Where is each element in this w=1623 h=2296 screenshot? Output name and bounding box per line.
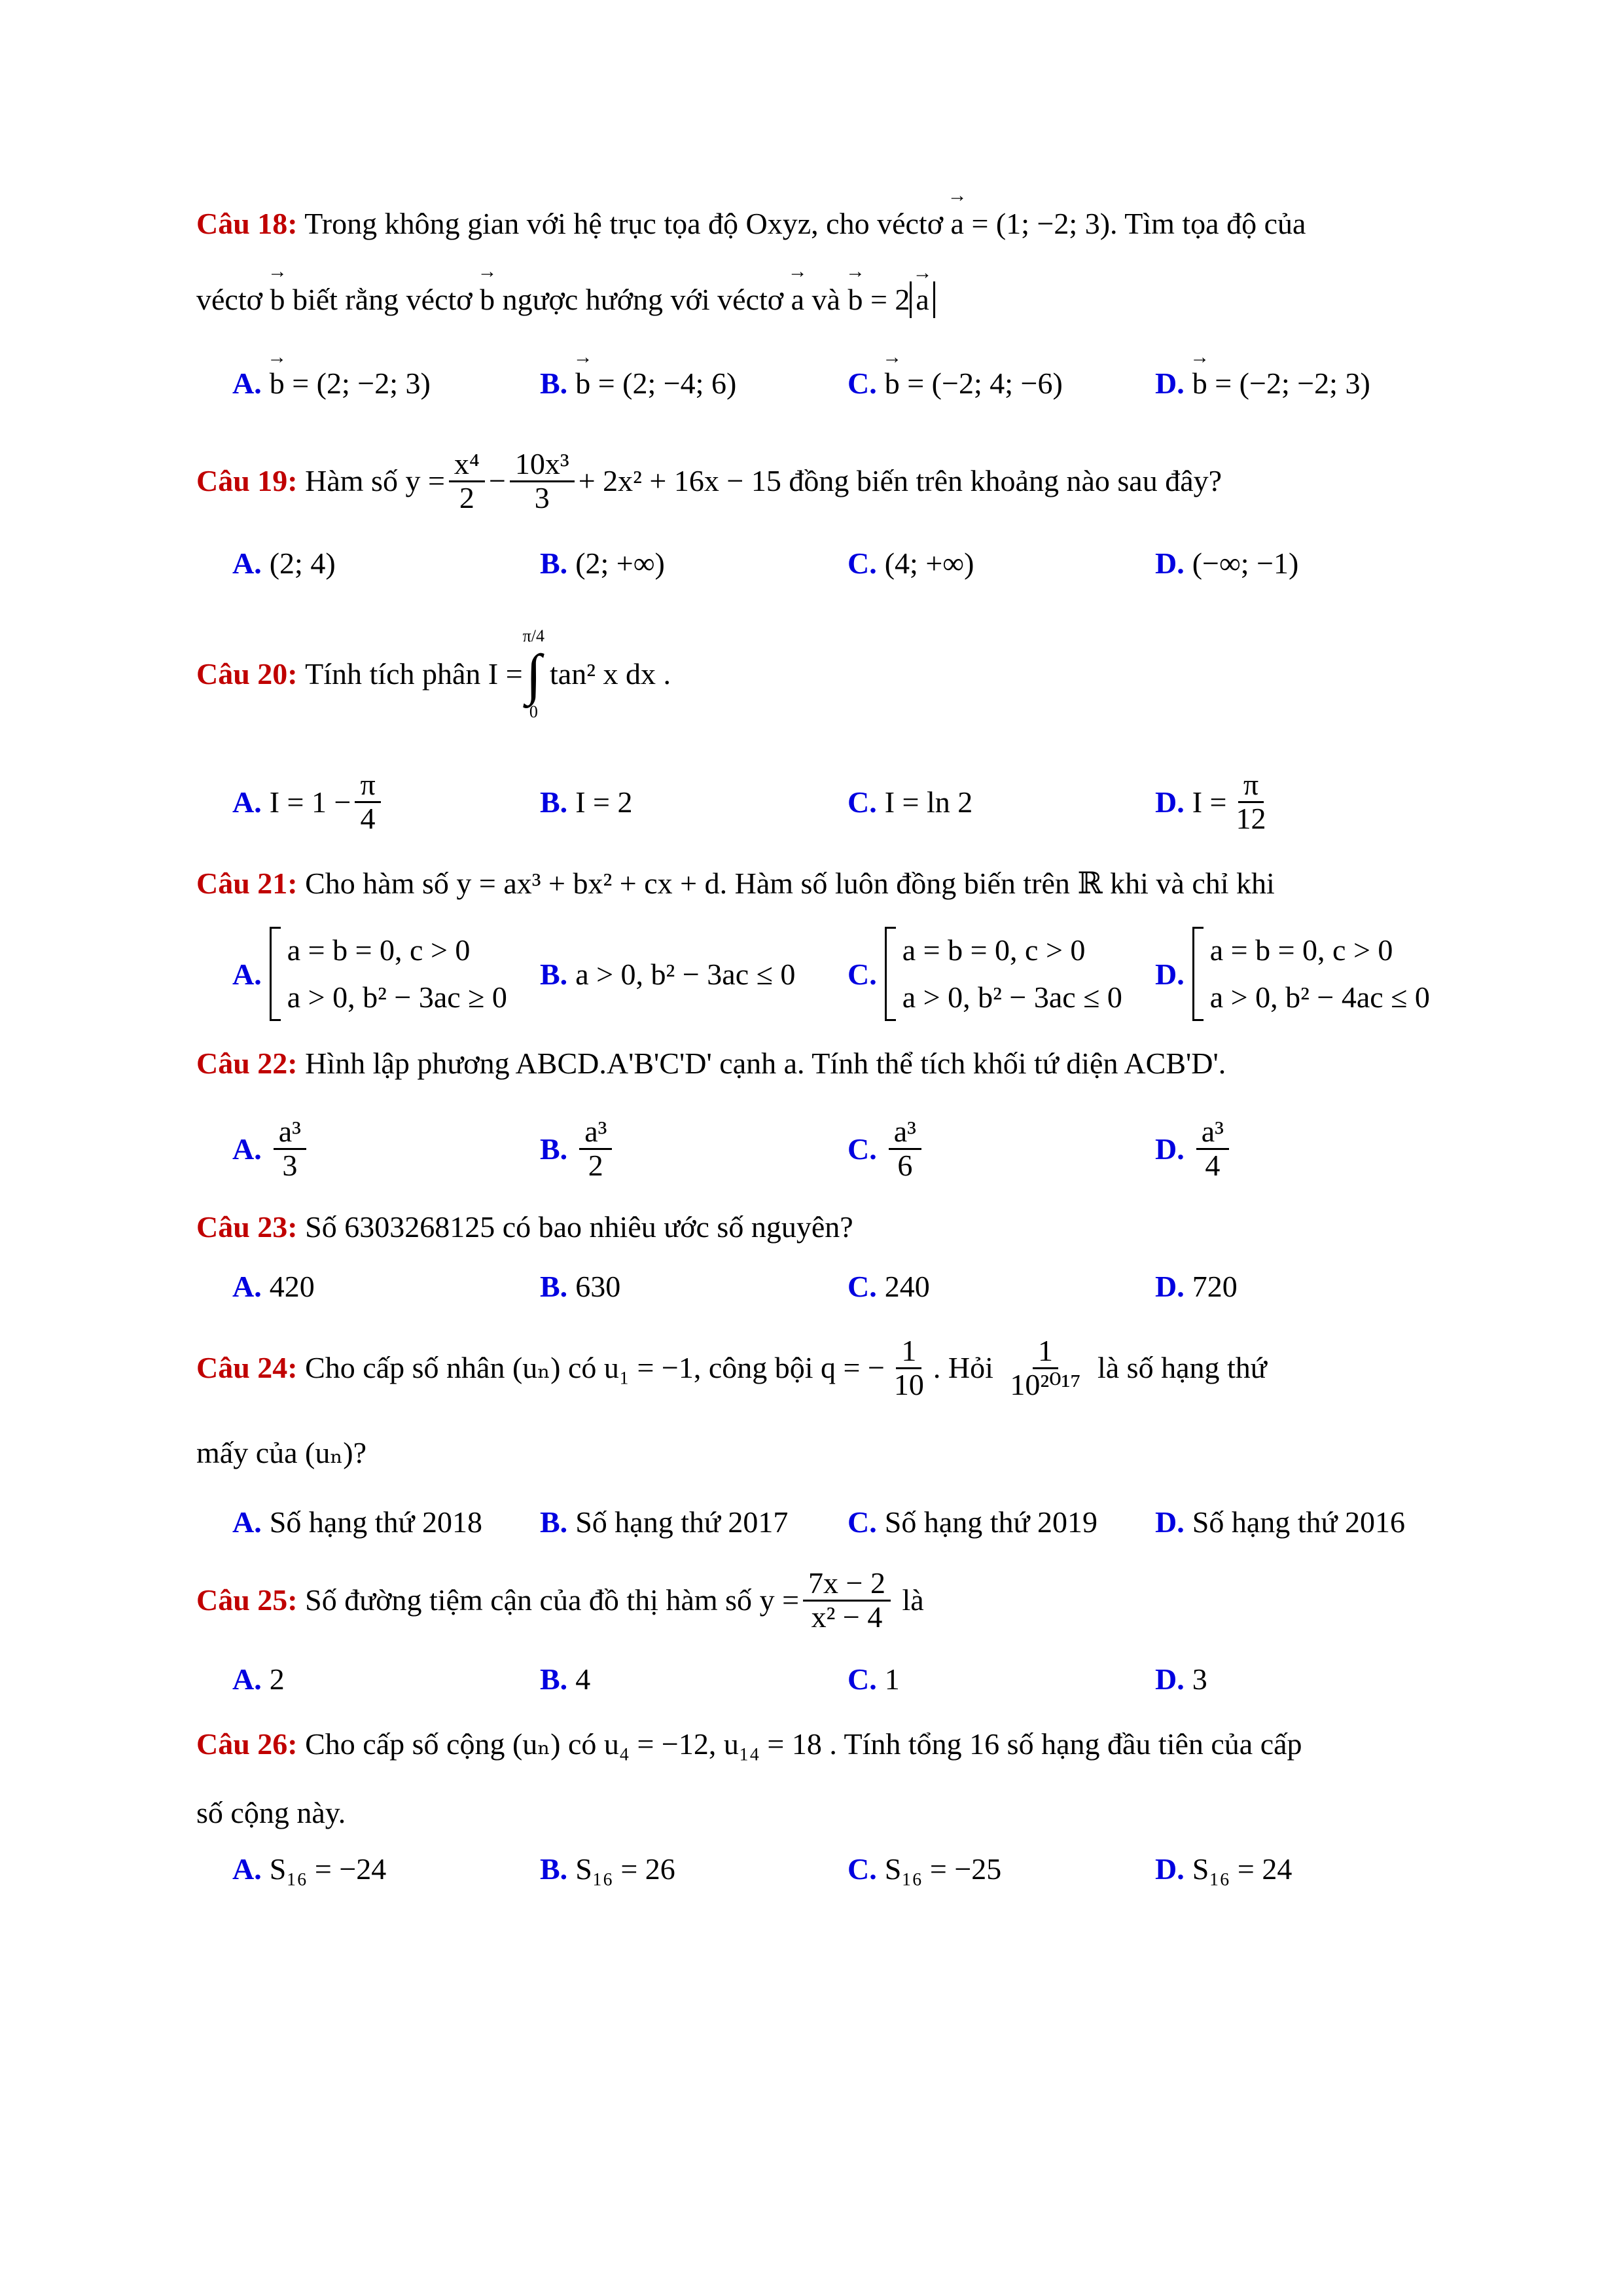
fraction: [449, 448, 485, 514]
operator: −: [488, 464, 506, 497]
condition-row: a > 0, b² − 3ac ≤ 0: [902, 980, 1122, 1014]
option-text: 3: [1192, 1662, 1207, 1696]
option-text: (−∞; −1): [1192, 546, 1299, 580]
option-label: A.: [232, 1662, 262, 1696]
option-c[interactable]: [847, 1496, 1097, 1548]
question-24-line2: [196, 1433, 1459, 1473]
option-label: A.: [232, 546, 262, 580]
question-22: [196, 1044, 1459, 1083]
vector-b: → b: [480, 280, 495, 319]
option-b[interactable]: [540, 922, 795, 1026]
integral-sign: ∫: [526, 643, 542, 706]
option-label: B.: [540, 1852, 568, 1886]
option-a[interactable]: [232, 1653, 285, 1705]
option-label: C.: [847, 785, 877, 819]
option-label: D.: [1155, 1132, 1185, 1166]
option-a[interactable]: [232, 1496, 482, 1548]
option-a[interactable]: [232, 766, 385, 838]
question-19: [196, 445, 1459, 517]
option-b[interactable]: [540, 537, 665, 589]
option-text: 420: [269, 1269, 315, 1303]
option-text: 2: [269, 1662, 285, 1696]
equation: I =: [488, 657, 523, 691]
question-text: Số 6303268125 có bao nhiêu ước số nguyên?: [305, 1210, 853, 1244]
option-label: D.: [1155, 785, 1185, 819]
option-b[interactable]: [540, 1653, 590, 1705]
integrand: tan² x dx .: [550, 657, 671, 691]
fraction: [803, 1568, 891, 1633]
question-text: Cho cấp số nhân (uₙ) có u₁ = −1, công bội q = −: [305, 1351, 885, 1384]
question-text: số cộng này.: [196, 1796, 346, 1829]
denominator: 2: [588, 1148, 603, 1182]
option-d[interactable]: [1155, 1496, 1405, 1548]
denominator: 4: [1205, 1148, 1221, 1182]
numerator: a³: [1196, 1116, 1229, 1149]
vector-b: → b: [847, 280, 863, 319]
option-text: a > 0, b² − 3ac ≤ 0: [575, 957, 796, 991]
option-text: 4: [575, 1662, 591, 1696]
denominator: 6: [897, 1148, 913, 1182]
option-text: Số hạng thứ 2018: [269, 1505, 482, 1539]
question-text: biết rằng véctơ: [292, 283, 473, 316]
option-label: D.: [1155, 1852, 1185, 1886]
question-20: [196, 615, 1459, 733]
fraction: [579, 1116, 612, 1181]
option-label: C.: [847, 1852, 877, 1886]
option-label: D.: [1155, 1269, 1185, 1303]
denominator: 3: [534, 480, 550, 514]
option-label: C.: [847, 546, 877, 580]
question-text: Hình lập phương ABCD.A'B'C'D' cạnh a. Tính thể tích khối tứ diện ACB'D'.: [305, 1047, 1226, 1080]
option-c[interactable]: [847, 1653, 900, 1705]
lower-limit: 0: [529, 702, 538, 721]
option-b[interactable]: [540, 1842, 675, 1895]
options-24: [0, 1496, 1623, 1548]
bracket: [1192, 927, 1204, 1021]
option-label: B.: [540, 1132, 568, 1166]
options-20: [0, 766, 1623, 838]
question-text: Hàm số: [305, 464, 398, 497]
fraction: [1005, 1335, 1086, 1401]
option-d[interactable]: [1155, 1109, 1233, 1188]
option-text: (2; 4): [269, 546, 336, 580]
question-text: Cho hàm số: [305, 867, 449, 900]
question-18-line2: [196, 280, 1459, 319]
question-text: đồng biến trên khoảng nào sau đây?: [789, 464, 1222, 497]
question-label: Câu 22:: [196, 1047, 298, 1080]
option-label: B.: [540, 785, 568, 819]
question-label: Câu 24:: [196, 1351, 298, 1384]
condition-row: a > 0, b² − 4ac ≤ 0: [1209, 980, 1430, 1014]
option-label: B.: [540, 957, 568, 991]
options-25: [0, 1653, 1623, 1705]
option-label: A.: [232, 1269, 262, 1303]
question-25: [196, 1561, 1459, 1640]
option-d[interactable]: [1155, 537, 1298, 589]
vector-b: → b: [575, 366, 590, 401]
question-text: Trong không gian với hệ trục tọa độ Oxyz, cho véctơ: [304, 207, 944, 240]
option-label: B.: [540, 546, 568, 580]
condition-row: a = b = 0, c > 0: [287, 933, 471, 967]
option-text: 630: [575, 1269, 621, 1303]
option-text: I = 1 −: [269, 785, 351, 819]
option-c[interactable]: [847, 537, 974, 589]
question-text: Số đường tiệm cận của đồ thị hàm số: [305, 1583, 753, 1617]
equation: y =: [405, 464, 445, 497]
numerator: π: [1238, 769, 1264, 802]
question-26: [196, 1725, 1459, 1764]
option-text: S₁₆ = 24: [1192, 1852, 1293, 1886]
option-label: A.: [232, 957, 262, 991]
equation: y =: [759, 1583, 800, 1617]
option-c[interactable]: [847, 1260, 930, 1312]
question-label: Câu 21:: [196, 867, 298, 900]
options-21: [0, 922, 1623, 1026]
equation: y = ax³ + bx² + cx + d.: [456, 867, 728, 900]
option-c[interactable]: [847, 766, 972, 838]
question-text: . Hỏi: [933, 1351, 993, 1384]
option-text: S₁₆ = −25: [884, 1852, 1002, 1886]
question-23: [196, 1208, 1459, 1247]
numerator: 1: [1033, 1335, 1058, 1369]
option-text: = (2; −4; 6): [597, 366, 737, 400]
option-d[interactable]: [1155, 357, 1370, 409]
question-text: mấy của (uₙ)?: [196, 1436, 366, 1469]
question-label: Câu 20:: [196, 657, 298, 691]
option-label: B.: [540, 1269, 568, 1303]
numerator: 7x − 2: [803, 1568, 891, 1601]
vector-b: → b: [1192, 366, 1207, 401]
option-b[interactable]: [540, 766, 632, 838]
option-text: = (2; −2; 3): [292, 366, 431, 400]
numerator: 1: [896, 1335, 921, 1369]
question-text: và: [812, 283, 840, 316]
numerator: x⁴: [449, 448, 485, 482]
option-label: B.: [540, 366, 568, 400]
question-text: là: [902, 1583, 924, 1617]
fraction: [1231, 769, 1272, 834]
question-label: Câu 26:: [196, 1727, 298, 1761]
numerator: a³: [274, 1116, 306, 1149]
option-d[interactable]: [1155, 1842, 1292, 1895]
question-24: [196, 1329, 1459, 1407]
option-c[interactable]: [847, 922, 1122, 1026]
option-label: D.: [1155, 546, 1185, 580]
bracket: [885, 927, 896, 1021]
question-21: [196, 864, 1459, 903]
options-19: [0, 537, 1623, 589]
option-text: 720: [1192, 1269, 1238, 1303]
option-label: A.: [232, 366, 262, 400]
vector-b: → b: [270, 366, 285, 401]
option-label: B.: [540, 1662, 568, 1696]
option-text: = (−2; −2; 3): [1215, 366, 1370, 400]
option-label: D.: [1155, 957, 1185, 991]
option-text: I = 2: [575, 785, 633, 819]
vector-a-value: = (1; −2; 3).: [971, 207, 1118, 240]
option-a[interactable]: [232, 537, 336, 589]
bracket-system: [270, 927, 507, 1021]
option-d[interactable]: [1155, 922, 1430, 1026]
option-label: A.: [232, 1132, 262, 1166]
question-text: Cho cấp số cộng (uₙ) có u₄ = −12, u₁₄ = 18 . Tính tổng 16 số hạng đầu tiên của cấp: [305, 1727, 1302, 1761]
question-text: Tìm tọa độ của: [1124, 207, 1306, 240]
denominator: 4: [360, 801, 376, 835]
option-text: I =: [1192, 785, 1227, 819]
option-a[interactable]: [232, 922, 507, 1026]
options-22: [0, 1109, 1623, 1188]
option-b[interactable]: [540, 357, 736, 409]
option-label: D.: [1155, 1505, 1185, 1539]
absolute-value: [910, 281, 935, 318]
option-b[interactable]: [540, 1109, 616, 1188]
fraction: [889, 1116, 921, 1181]
option-text: 1: [884, 1662, 900, 1696]
option-d[interactable]: [1155, 766, 1275, 838]
option-label: A.: [232, 1852, 262, 1886]
denominator: 12: [1236, 801, 1266, 835]
option-text: Số hạng thứ 2016: [1192, 1505, 1405, 1539]
condition-row: a > 0, b² − 3ac ≥ 0: [287, 980, 507, 1014]
integral: [523, 628, 544, 721]
numerator: a³: [889, 1116, 921, 1149]
option-d[interactable]: [1155, 1653, 1207, 1705]
equation: = 2: [870, 283, 910, 316]
vector-b: → b: [885, 366, 900, 401]
option-b[interactable]: [540, 1496, 788, 1548]
option-d[interactable]: [1155, 1260, 1238, 1312]
option-a[interactable]: [232, 1109, 310, 1188]
fraction: [1196, 1116, 1229, 1181]
option-text: = (−2; 4; −6): [907, 366, 1063, 400]
option-c[interactable]: [847, 357, 1063, 409]
fraction: [510, 448, 575, 514]
question-label: Câu 19:: [196, 464, 298, 497]
vector-b: → b: [270, 280, 285, 319]
numerator: a³: [579, 1116, 612, 1149]
option-label: C.: [847, 1132, 877, 1166]
upper-limit: π/4: [522, 626, 545, 645]
denominator: 10: [893, 1367, 924, 1401]
option-label: C.: [847, 1662, 877, 1696]
denominator: x² − 4: [811, 1600, 883, 1634]
option-label: B.: [540, 1505, 568, 1539]
question-label: Câu 23:: [196, 1210, 298, 1244]
option-a[interactable]: [232, 1260, 315, 1312]
numerator: π: [355, 769, 380, 802]
option-a[interactable]: [232, 357, 431, 409]
option-c[interactable]: [847, 1842, 1001, 1895]
options-18: [0, 357, 1623, 409]
option-label: C.: [847, 366, 877, 400]
option-c[interactable]: [847, 1109, 925, 1188]
option-label: D.: [1155, 1662, 1185, 1696]
denominator: 10²⁰¹⁷: [1010, 1367, 1081, 1401]
numerator: 10x³: [510, 448, 575, 482]
fraction: [274, 1116, 306, 1181]
option-text: S₁₆ = 26: [575, 1852, 675, 1886]
option-label: C.: [847, 957, 877, 991]
question-18: [196, 204, 1459, 243]
options-26: [0, 1842, 1623, 1895]
question-text: là số hạng thứ: [1097, 1351, 1267, 1384]
option-b[interactable]: [540, 1260, 620, 1312]
option-text: (2; +∞): [575, 546, 665, 580]
denominator: 3: [282, 1148, 298, 1182]
question-text: ngược hướng với véctơ: [502, 283, 784, 316]
condition-row: a = b = 0, c > 0: [902, 933, 1086, 967]
option-text: Số hạng thứ 2017: [575, 1505, 789, 1539]
denominator: 2: [459, 480, 474, 514]
option-text: S₁₆ = −24: [269, 1852, 387, 1886]
fraction: [355, 769, 380, 834]
vector-a: → a: [951, 204, 964, 243]
condition-row: a = b = 0, c > 0: [1209, 933, 1393, 967]
option-a[interactable]: [232, 1842, 386, 1895]
question-text: véctơ: [196, 283, 262, 316]
option-label: A.: [232, 785, 262, 819]
option-text: (4; +∞): [884, 546, 974, 580]
bracket: [270, 927, 281, 1021]
question-label: Câu 18:: [196, 207, 298, 240]
equation: + 2x² + 16x − 15: [578, 464, 781, 497]
bracket-system: [1192, 927, 1430, 1021]
fraction: [889, 1335, 929, 1401]
vector-a: → a: [916, 281, 929, 318]
question-26-line2: [196, 1793, 1459, 1833]
question-text: Tính tích phân: [305, 657, 481, 691]
options-23: [0, 1260, 1623, 1312]
vector-a: → a: [791, 280, 804, 319]
bracket-system: [885, 927, 1122, 1021]
option-text: I = ln 2: [884, 785, 973, 819]
option-text: Số hạng thứ 2019: [884, 1505, 1097, 1539]
option-label: C.: [847, 1269, 877, 1303]
option-text: 240: [884, 1269, 930, 1303]
question-text: Hàm số luôn đồng biến trên ℝ khi và chỉ khi: [734, 867, 1275, 900]
option-label: C.: [847, 1505, 877, 1539]
option-label: D.: [1155, 366, 1185, 400]
question-label: Câu 25:: [196, 1583, 298, 1617]
option-label: A.: [232, 1505, 262, 1539]
